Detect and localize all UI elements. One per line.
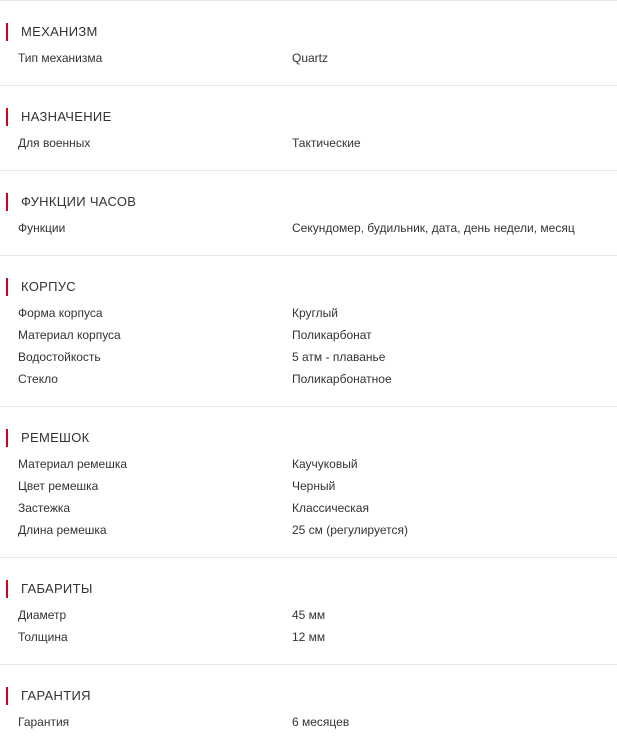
spec-label: Для военных: [18, 136, 91, 150]
spec-label: Цвет ремешка: [18, 479, 99, 493]
spec-value: Черный: [292, 479, 336, 493]
spec-row: [0, 326, 617, 348]
spec-row: [0, 477, 617, 499]
section-case: [0, 256, 617, 407]
spec-label: Толщина: [18, 630, 68, 644]
accent-bar: [6, 23, 8, 41]
accent-bar: [6, 193, 8, 211]
spec-value: Quartz: [292, 51, 329, 65]
spec-label: Тип механизма: [18, 51, 103, 65]
section-title: ГАБАРИТЫ: [21, 581, 93, 596]
spec-label: Гарантия: [18, 715, 70, 729]
spec-row: [0, 628, 617, 650]
section-header: [0, 22, 617, 42]
spec-row: [0, 348, 617, 370]
spec-row: [0, 455, 617, 477]
spec-value: 25 см (регулируется): [292, 523, 408, 537]
spec-value: Секундомер, будильник, дата, день недели, месяц: [292, 221, 575, 235]
spec-value: Классическая: [292, 501, 369, 515]
accent-bar: [6, 108, 8, 126]
section-title: МЕХАНИЗМ: [21, 24, 98, 39]
spec-label: Функции: [18, 221, 66, 235]
section-header: [0, 192, 617, 212]
section-header: [0, 277, 617, 297]
spec-value: Тактические: [292, 136, 361, 150]
section-header: [0, 686, 617, 706]
spec-value: 6 месяцев: [292, 715, 350, 729]
section-title: РЕМЕШОК: [21, 430, 90, 445]
spec-value: Поликарбонат: [292, 328, 372, 342]
section-header: [0, 579, 617, 599]
accent-bar: [6, 278, 8, 296]
spec-row: [0, 219, 617, 241]
section-title: ФУНКЦИИ ЧАСОВ: [21, 194, 137, 209]
spec-value: Поликарбонатное: [292, 372, 392, 386]
section-strap: [0, 407, 617, 558]
spec-label: Материал корпуса: [18, 328, 121, 342]
section-purpose: [0, 86, 617, 171]
section-header: [0, 107, 617, 127]
section-title: НАЗНАЧЕНИЕ: [21, 109, 112, 124]
spec-label: Диаметр: [18, 608, 67, 622]
section-title: ГАРАНТИЯ: [21, 688, 91, 703]
spec-row: [0, 713, 617, 735]
spec-label: Застежка: [18, 501, 71, 515]
spec-label: Форма корпуса: [18, 306, 103, 320]
spec-row: [0, 499, 617, 521]
section-header: [0, 428, 617, 448]
section-watch-functions: [0, 171, 617, 256]
spec-row: [0, 304, 617, 326]
accent-bar: [6, 429, 8, 447]
spec-label: Водостойкость: [18, 350, 101, 364]
spec-value: 12 мм: [292, 630, 326, 644]
spec-value: Круглый: [292, 306, 338, 320]
spec-row: [0, 370, 617, 392]
section-warranty: [0, 665, 617, 749]
spec-row: [0, 134, 617, 156]
spec-label: Длина ремешка: [18, 523, 107, 537]
spec-value: 45 мм: [292, 608, 326, 622]
accent-bar: [6, 580, 8, 598]
section-dimensions: [0, 558, 617, 665]
spec-value: 5 атм - плаванье: [292, 350, 386, 364]
section-mechanism: [0, 1, 617, 86]
section-title: КОРПУС: [21, 279, 76, 294]
spec-row: [0, 49, 617, 71]
spec-label: Стекло: [18, 372, 58, 386]
spec-value: Каучуковый: [292, 457, 358, 471]
spec-row: [0, 606, 617, 628]
spec-row: [0, 521, 617, 543]
spec-label: Материал ремешка: [18, 457, 128, 471]
accent-bar: [6, 687, 8, 705]
